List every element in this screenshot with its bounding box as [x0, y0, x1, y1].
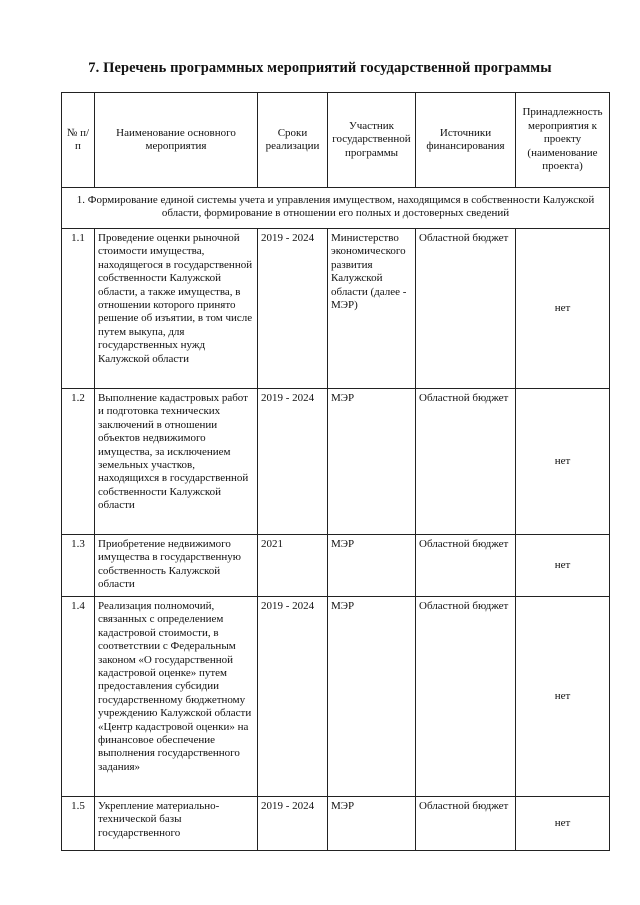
table-row	[62, 797, 610, 851]
header-name: Наименование основного мероприятия	[95, 93, 258, 188]
row-source: Областной бюджет	[416, 389, 516, 535]
row-num: 1.1	[62, 229, 95, 389]
row-project: нет	[516, 389, 610, 535]
row-terms: 2019 - 2024	[258, 389, 328, 535]
row-num: 1.2	[62, 389, 95, 535]
row-name: Проведение оценки рыночной стоимости имущества, находящегося в государственной собственности Калужской области, а также имущества, в отношении которого принято решение об изъятии, в том числе путем выкупа, для государственных нужд Калужской области	[95, 229, 258, 389]
header-num: № п/п	[62, 93, 95, 188]
row-num: 1.3	[62, 535, 95, 597]
header-sources: Источники финансирования	[416, 93, 516, 188]
row-source: Областной бюджет	[416, 229, 516, 389]
row-name: Выполнение кадастровых работ и подготовка технических заключений в отношении объектов недвижимого имущества, за исключением земельных участков, находящихся в государственной собственности Калужской области	[95, 389, 258, 535]
header-row	[62, 93, 610, 188]
row-terms: 2019 - 2024	[258, 597, 328, 797]
section-row	[62, 188, 610, 229]
row-participant: МЭР	[328, 797, 416, 851]
row-project: нет	[516, 797, 610, 851]
table-row	[62, 229, 610, 389]
table-row	[62, 597, 610, 797]
row-source: Областной бюджет	[416, 535, 516, 597]
table-row	[62, 389, 610, 535]
row-name: Реализация полномочий, связанных с определением кадастровой стоимости, в соответствии с Федеральным законом «О государственной кадастровой оценке» путем предоставления субсидии государственному бюджетному учреждению Калужской области «Центр кадастровой оценки» на финансовое обеспечение выполнения государственного задания»	[95, 597, 258, 797]
row-name: Укрепление материально-технической базы государственного	[95, 797, 258, 851]
section-heading: 1. Формирование единой системы учета и управления имуществом, находящимся в собственности Калужской области, формирование в отношении его полных и достоверных сведений	[62, 188, 610, 229]
row-num: 1.5	[62, 797, 95, 851]
row-participant: Министерство экономического развития Калужской области (далее - МЭР)	[328, 229, 416, 389]
header-terms: Сроки реализации	[258, 93, 328, 188]
row-terms: 2019 - 2024	[258, 797, 328, 851]
row-project: нет	[516, 597, 610, 797]
row-project: нет	[516, 535, 610, 597]
page-title: 7. Перечень программных мероприятий государственной программы	[88, 60, 552, 76]
programme-table	[61, 92, 610, 851]
table-row	[62, 535, 610, 597]
header-participant: Участник государственной программы	[328, 93, 416, 188]
row-terms: 2019 - 2024	[258, 229, 328, 389]
row-participant: МЭР	[328, 597, 416, 797]
row-num: 1.4	[62, 597, 95, 797]
row-participant: МЭР	[328, 389, 416, 535]
row-project: нет	[516, 229, 610, 389]
row-name: Приобретение недвижимого имущества в государственную собственность Калужской области	[95, 535, 258, 597]
row-terms: 2021	[258, 535, 328, 597]
header-project: Принадлежность мероприятия к проекту (наименование проекта)	[516, 93, 610, 188]
row-source: Областной бюджет	[416, 597, 516, 797]
row-participant: МЭР	[328, 535, 416, 597]
row-source: Областной бюджет	[416, 797, 516, 851]
